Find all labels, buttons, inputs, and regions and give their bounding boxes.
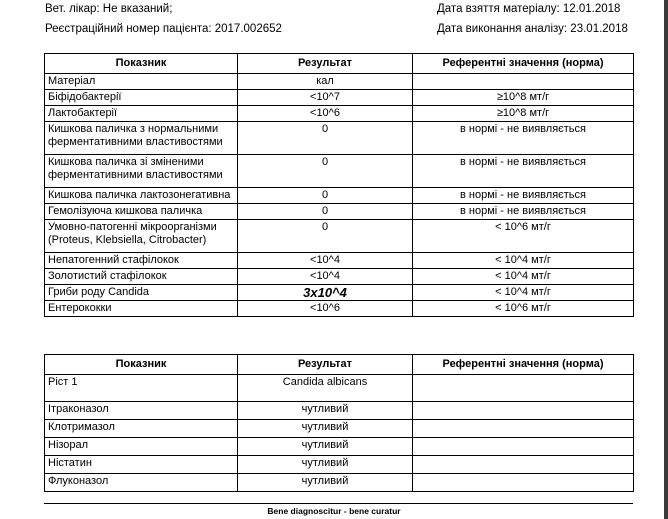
indicator-name: Умовно-патогенні мікроорганізми (Proteus, Klebsiella, Citrobacter) bbox=[45, 220, 238, 253]
table-row bbox=[45, 269, 634, 285]
indicator-name: Непатогенний стафілокок bbox=[45, 253, 238, 269]
column-header: Результат bbox=[238, 54, 413, 74]
table-row bbox=[45, 474, 634, 492]
result-value: 0 bbox=[238, 220, 413, 253]
result-value: 0 bbox=[238, 122, 413, 155]
indicator-name: Кишкова паличка зі зміненими ферментативними властивостями bbox=[45, 155, 238, 188]
indicator-name: Гриби роду Candida bbox=[45, 285, 238, 301]
column-header: Показник bbox=[45, 355, 238, 375]
indicator-name: Лактобактерії bbox=[45, 106, 238, 122]
table-row bbox=[45, 375, 634, 402]
table-row bbox=[45, 155, 634, 188]
reference-value: < 10^4 мт/г bbox=[413, 253, 634, 269]
reference-value: в нормі - не виявляється bbox=[413, 155, 634, 188]
result-value: <10^6 bbox=[238, 106, 413, 122]
column-header: Показник bbox=[45, 54, 238, 74]
reference-value bbox=[413, 420, 634, 438]
reference-value: ≥10^8 мт/г bbox=[413, 90, 634, 106]
reference-value: в нормі - не виявляється bbox=[413, 204, 634, 220]
table-row bbox=[45, 420, 634, 438]
indicator-name: Ітраконазол bbox=[45, 402, 238, 420]
table-row bbox=[45, 74, 634, 90]
table-row bbox=[45, 456, 634, 474]
indicator-name: Біфідобактерії bbox=[45, 90, 238, 106]
footer-divider bbox=[44, 503, 633, 504]
column-header: Референтні значення (норма) bbox=[413, 355, 634, 375]
analysis-date: Дата виконання аналізу: 23.01.2018 bbox=[437, 23, 628, 35]
result-value: 0 bbox=[238, 188, 413, 204]
sample-date: Дата взяття матеріалу: 12.01.2018 bbox=[437, 3, 621, 15]
microflora-table bbox=[44, 53, 634, 317]
indicator-name: Клотримазол bbox=[45, 420, 238, 438]
result-value-abnormal: 3x10^4 bbox=[238, 285, 413, 301]
reference-value: ≥10^8 мт/г bbox=[413, 106, 634, 122]
reference-value: < 10^4 мт/г bbox=[413, 269, 634, 285]
antifungal-sensitivity-table bbox=[44, 354, 634, 492]
reference-value bbox=[413, 402, 634, 420]
table-row bbox=[45, 90, 634, 106]
doctor-info: Вет. лікар: Не вказаний; bbox=[45, 3, 173, 15]
table-row bbox=[45, 301, 634, 317]
indicator-name: Ентерококки bbox=[45, 301, 238, 317]
page-edge bbox=[664, 0, 668, 519]
table-row bbox=[45, 106, 634, 122]
result-value: <10^4 bbox=[238, 269, 413, 285]
reference-value: < 10^6 мт/г bbox=[413, 220, 634, 253]
table-header-row bbox=[45, 54, 634, 74]
result-value: <10^6 bbox=[238, 301, 413, 317]
indicator-name: Ністатин bbox=[45, 456, 238, 474]
table-row bbox=[45, 188, 634, 204]
table-row bbox=[45, 220, 634, 253]
indicator-name: Золотистий стафілокок bbox=[45, 269, 238, 285]
result-value: <10^7 bbox=[238, 90, 413, 106]
table-header-row bbox=[45, 355, 634, 375]
table-row bbox=[45, 122, 634, 155]
result-value: 0 bbox=[238, 155, 413, 188]
table-row bbox=[45, 402, 634, 420]
result-value: чутливий bbox=[238, 456, 413, 474]
table-row bbox=[45, 285, 634, 301]
reference-value bbox=[413, 375, 634, 402]
reference-value: в нормі - не виявляється bbox=[413, 188, 634, 204]
reference-value: в нормі - не виявляється bbox=[413, 122, 634, 155]
result-value: 0 bbox=[238, 204, 413, 220]
patient-registration: Реєстраційний номер пацієнта: 2017.002652 bbox=[45, 23, 282, 35]
column-header: Результат bbox=[238, 355, 413, 375]
footer-motto: Bene diagnoscitur - bene curatur bbox=[267, 506, 401, 516]
reference-value bbox=[413, 74, 634, 90]
result-value: чутливий bbox=[238, 420, 413, 438]
table-row bbox=[45, 204, 634, 220]
result-value: <10^4 bbox=[238, 253, 413, 269]
indicator-name: Нізорал bbox=[45, 438, 238, 456]
indicator-name: Кишкова паличка з нормальними ферментативними властивостями bbox=[45, 122, 238, 155]
indicator-name: Матеріал bbox=[45, 74, 238, 90]
reference-value: < 10^4 мт/г bbox=[413, 285, 634, 301]
result-value: чутливий bbox=[238, 474, 413, 492]
result-value: Candida albicans bbox=[238, 375, 413, 402]
table-row bbox=[45, 253, 634, 269]
reference-value bbox=[413, 474, 634, 492]
indicator-name: Ріст 1 bbox=[45, 375, 238, 402]
table-row bbox=[45, 438, 634, 456]
reference-value: < 10^6 мт/г bbox=[413, 301, 634, 317]
reference-value bbox=[413, 456, 634, 474]
indicator-name: Флуконазол bbox=[45, 474, 238, 492]
result-value: чутливий bbox=[238, 438, 413, 456]
result-value: кал bbox=[238, 74, 413, 90]
indicator-name: Кишкова паличка лактозонегативна bbox=[45, 188, 238, 204]
result-value: чутливий bbox=[238, 402, 413, 420]
indicator-name: Гемолізуюча кишкова паличка bbox=[45, 204, 238, 220]
column-header: Референтні значення (норма) bbox=[413, 54, 634, 74]
reference-value bbox=[413, 438, 634, 456]
